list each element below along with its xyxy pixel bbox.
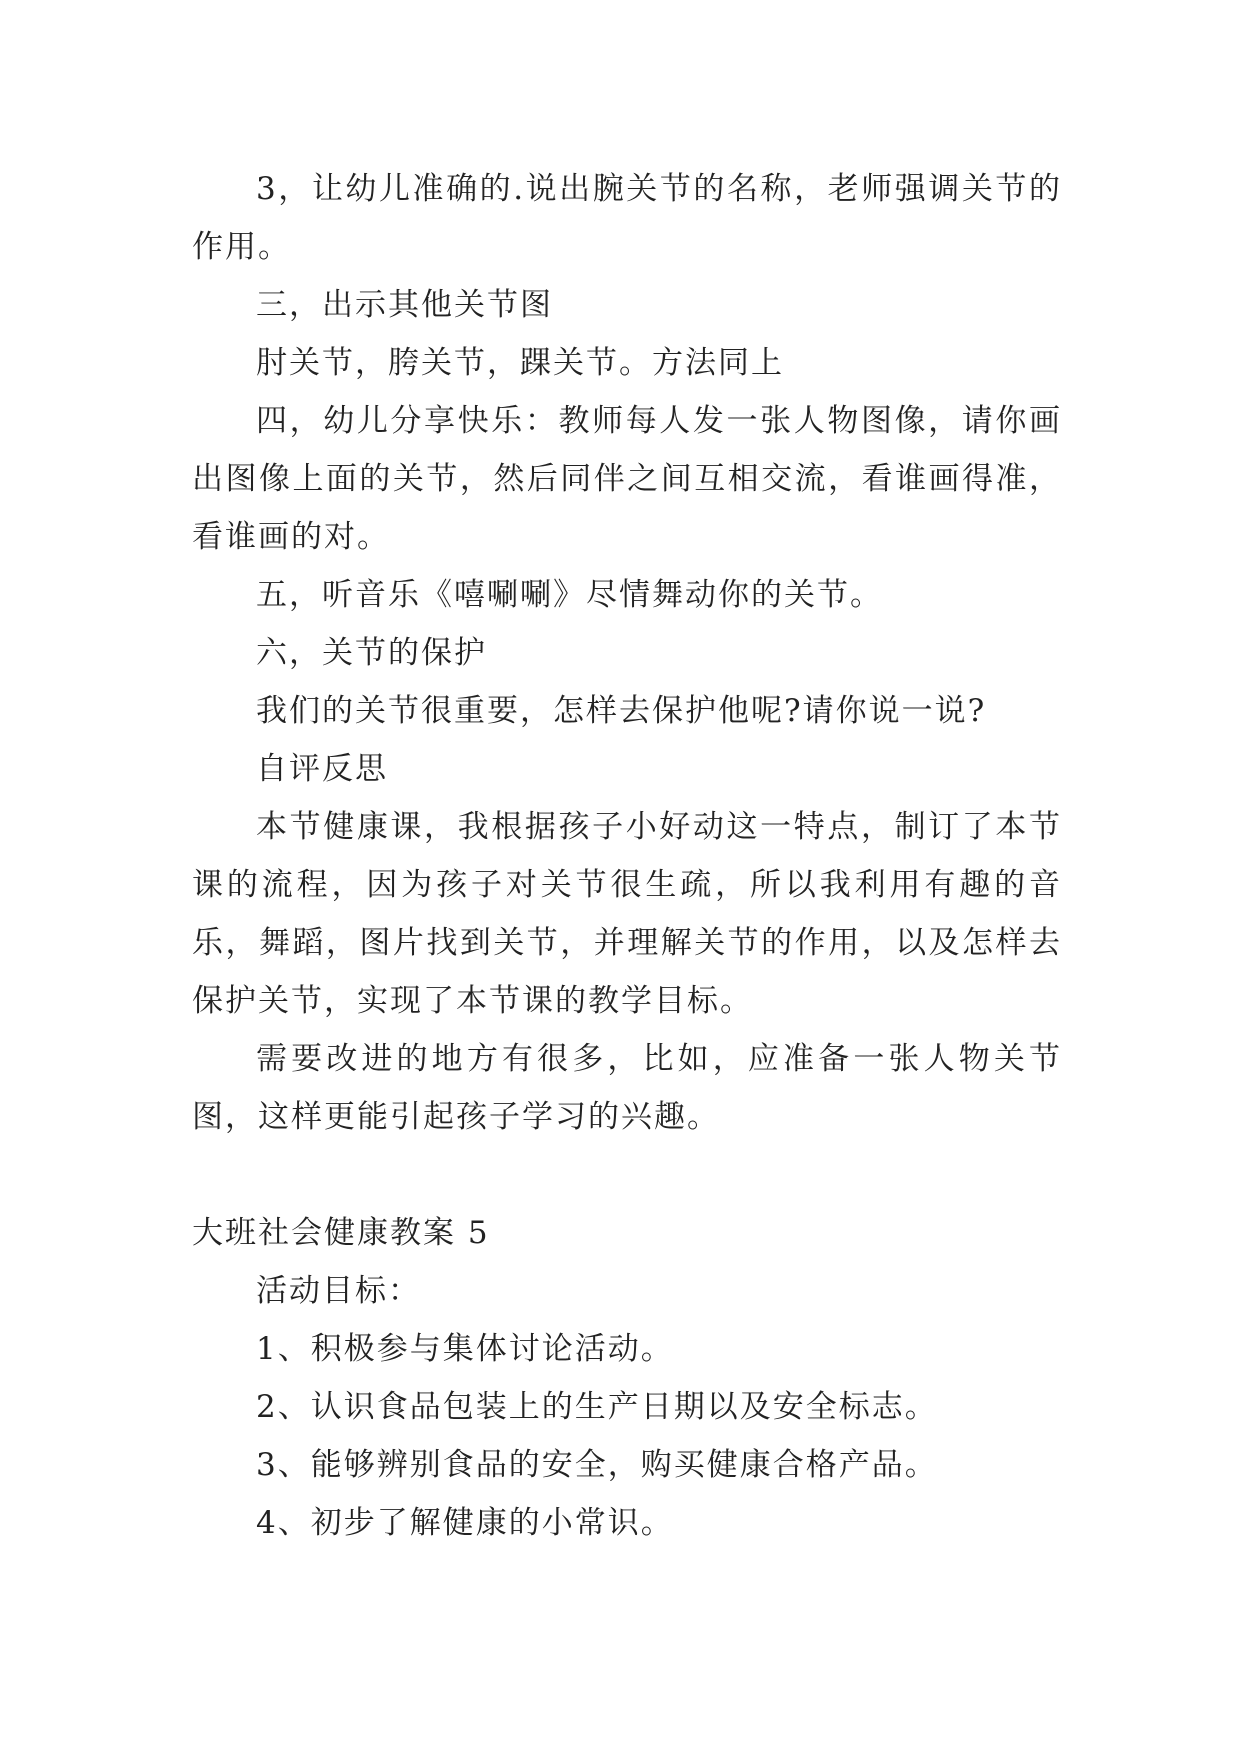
paragraph-joint-protection-heading: 六，关节的保护 (256, 635, 487, 671)
paragraph-wrist-joint: 3，让幼儿准确的.说出腕关节的名称，老师强调关节的作用。 (192, 171, 1062, 265)
paragraph-reflection-body: 本节健康课，我根据孩子小好动这一特点，制订了本节课的流程，因为孩子对关节很生疏，所以我利用有趣的音乐，舞蹈，图片找到关节，并理解关节的作用，以及怎样去保护关节，实现了本节课的教学目标。 (192, 809, 1062, 1019)
paragraph-other-joints-heading: 三，出示其他关节图 (256, 287, 553, 323)
list-item-goal-1: 1、积极参与集体讨论活动。 (256, 1331, 674, 1367)
document-body (192, 160, 1062, 1552)
paragraph-joint-protection-question: 我们的关节很重要，怎样去保护他呢?请你说一说? (256, 693, 987, 729)
section-title: 大班社会健康教案 5 (192, 1215, 490, 1251)
paragraph-improvement: 需要改进的地方有很多，比如，应准备一张人物关节图，这样更能引起孩子学习的兴趣。 (192, 1041, 1062, 1135)
section-gap (192, 1146, 1062, 1204)
paragraph-joint-list: 肘关节，胯关节，踝关节。方法同上 (256, 345, 784, 381)
paragraph-music-dance: 五，听音乐《嘻唰唰》尽情舞动你的关节。 (256, 577, 883, 613)
paragraph-share-joy: 四，幼儿分享快乐：教师每人发一张人物图像，请你画出图像上面的关节，然后同伴之间互相交流，看谁画得准，看谁画的对。 (192, 403, 1062, 555)
paragraph-self-reflection-heading: 自评反思 (256, 751, 388, 787)
list-item-goal-2: 2、认识食品包装上的生产日期以及安全标志。 (256, 1389, 938, 1425)
list-item-goal-4: 4、初步了解健康的小常识。 (256, 1505, 674, 1541)
list-item-goal-3: 3、能够辨别食品的安全，购买健康合格产品。 (256, 1447, 938, 1483)
paragraph-activity-goals-heading: 活动目标： (256, 1273, 421, 1309)
